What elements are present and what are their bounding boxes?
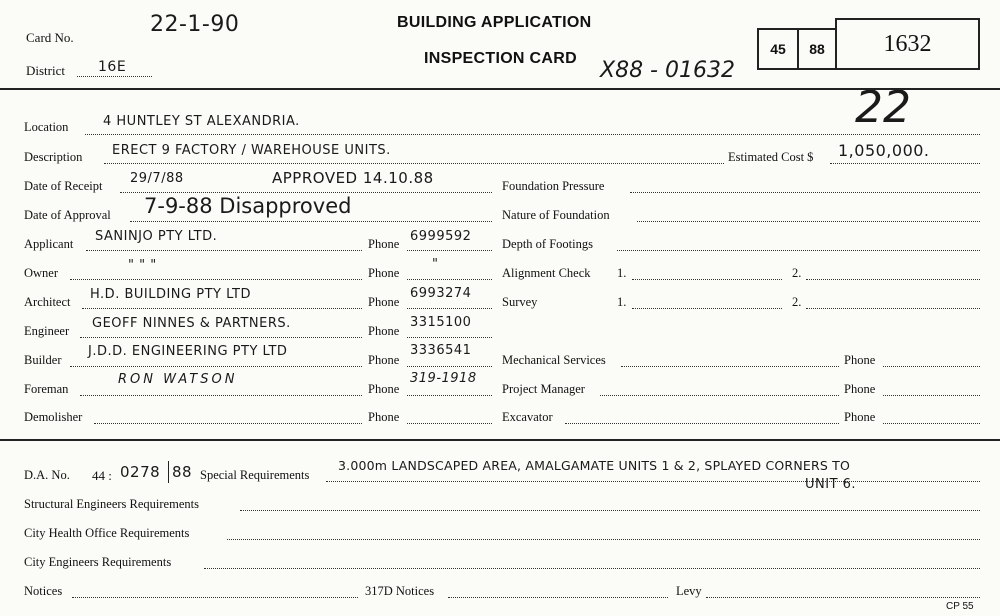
estimated-cost-label: Estimated Cost $ [728,150,814,164]
applicant-phone: 6999592 [410,229,472,244]
survey-num-1: 1. [617,295,627,309]
owner-label: Owner [24,266,59,280]
da-number: 0278 [120,463,161,481]
description-label: Description [24,150,83,164]
special-requirements-value: 3.000m LANDSCAPED AREA, AMALGAMATE UNITS 1 & 2, SPLAYED CORNERS TO [338,458,851,473]
depth-of-footings-label: Depth of Footings [502,237,593,251]
card-no-label: Card No. [26,30,74,45]
architect-label: Architect [24,295,71,309]
builder-label: Builder [24,353,62,367]
foreman-phone: 319-1918 [410,371,477,386]
notices-317d-label: 317D Notices [365,584,435,598]
engineer-value: GEOFF NINNES & PARTNERS. [92,316,291,331]
da-no-label: D.A. No. [24,468,70,482]
ref-box-3: 1632 [835,18,980,70]
demolisher-label: Demolisher [24,410,83,424]
alignment-num-1: 1. [617,266,627,280]
excavator-phone-label: Phone [844,410,876,424]
owner-value: " " " [128,258,157,273]
foreman-phone-label: Phone [368,382,400,396]
owner-phone: " [432,257,439,272]
survey-label: Survey [502,295,538,309]
mechanical-services-label: Mechanical Services [502,353,606,367]
demolisher-phone-label: Phone [368,410,400,424]
special-requirements-value-2: UNIT 6. [805,477,857,492]
builder-phone-label: Phone [368,353,400,367]
location-label: Location [24,120,69,134]
form-code: CP 55 [946,601,974,612]
approved-note: APPROVED 14.10.88 [272,169,434,187]
mechanical-phone-label: Phone [844,353,876,367]
ref-box-1: 45 [757,28,799,70]
approval-label: Date of Approval [24,208,111,222]
receipt-value: 29/7/88 [130,171,184,186]
architect-phone: 6993274 [410,286,472,301]
location-value: 4 HUNTLEY ST ALEXANDRIA. [103,114,300,129]
architect-value: H.D. BUILDING PTY LTD [90,287,251,302]
engineer-phone: 3315100 [410,315,472,330]
alignment-check-label: Alignment Check [502,266,591,280]
levy-label: Levy [676,584,702,598]
title-line-1: BUILDING APPLICATION [397,14,592,31]
city-health-label: City Health Office Requirements [24,526,190,540]
district-value: 16E [98,59,127,75]
structural-engineers-label: Structural Engineers Requirements [24,497,199,511]
alignment-num-2: 2. [792,266,802,280]
engineer-label: Engineer [24,324,70,338]
architect-phone-label: Phone [368,295,400,309]
owner-phone-label: Phone [368,266,400,280]
applicant-phone-label: Phone [368,237,400,251]
excavator-label: Excavator [502,410,553,424]
description-value: ERECT 9 FACTORY / WAREHOUSE UNITS. [112,143,391,158]
applicant-value: SANINJO PTY LTD. [95,229,218,244]
city-engineers-label: City Engineers Requirements [24,555,172,569]
approval-value: 7-9-88 Disapproved [144,194,352,218]
special-requirements-label: Special Requirements [200,468,310,482]
builder-value: J.D.D. ENGINEERING PTY LTD [88,344,288,359]
estimated-cost-value: 1,050,000. [838,141,930,160]
title-line-2: INSPECTION CARD [424,50,577,67]
large-handwritten-number: 22 [855,82,911,133]
project-manager-label: Project Manager [502,382,585,396]
district-label: District [26,63,65,78]
project-manager-phone-label: Phone [844,382,876,396]
handwritten-ref: X88 - 01632 [600,58,735,83]
da-year: 88 [172,463,193,481]
foreman-value: RON WATSON [118,372,238,387]
applicant-label: Applicant [24,237,74,251]
header-rule [0,88,1000,90]
notices-label: Notices [24,584,63,598]
foundation-pressure-label: Foundation Pressure [502,179,605,193]
da-divider [168,461,169,483]
foreman-label: Foreman [24,382,69,396]
receipt-label: Date of Receipt [24,179,103,193]
builder-phone: 3336541 [410,343,472,358]
da-prefix: 44 : [92,468,112,483]
ref-box-2: 88 [797,28,837,70]
nature-of-foundation-label: Nature of Foundation [502,208,610,222]
card-no-value: 22-1-90 [150,12,240,37]
survey-num-2: 2. [792,295,802,309]
engineer-phone-label: Phone [368,324,400,338]
section-rule [0,439,1000,441]
